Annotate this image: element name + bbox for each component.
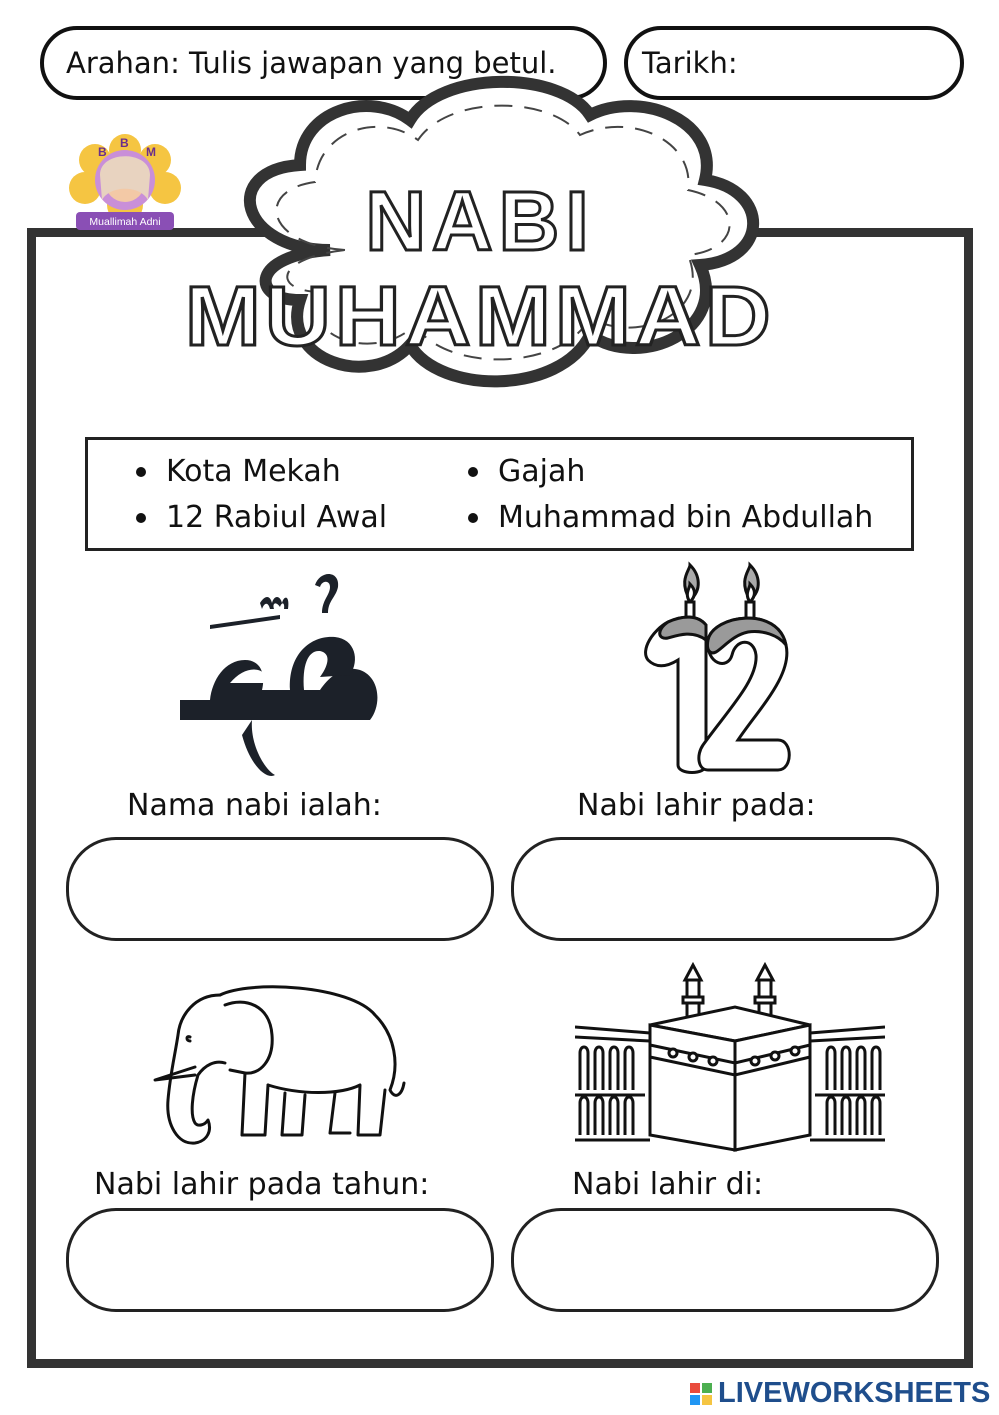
kaaba-icon bbox=[575, 945, 885, 1155]
question-3-label: Nabi lahir pada tahun: bbox=[94, 1167, 430, 1202]
title-line2: MUHAMMAD bbox=[185, 269, 775, 363]
logo-letter-1: B bbox=[98, 145, 107, 159]
question-4-label: Nabi lahir di: bbox=[572, 1167, 764, 1202]
bullet-icon bbox=[136, 467, 146, 477]
answer-1-input[interactable] bbox=[66, 837, 494, 941]
logo-caption: Muallimah Adni bbox=[89, 216, 161, 228]
liveworksheets-brand bbox=[690, 1377, 990, 1410]
word-bank bbox=[85, 437, 914, 551]
word-bank-item: 12 Rabiul Awal bbox=[136, 500, 387, 535]
elephant-icon bbox=[150, 975, 410, 1155]
answer-4-input[interactable] bbox=[511, 1208, 939, 1312]
question-1-label: Nama nabi ialah: bbox=[127, 788, 382, 823]
logo-letter-3: M bbox=[146, 145, 156, 159]
answer-2-input[interactable] bbox=[511, 837, 939, 941]
number-12-candles-icon bbox=[628, 560, 798, 780]
brand-logo-icon bbox=[690, 1383, 712, 1405]
logo-letter-2: B bbox=[120, 136, 129, 150]
title-line1: NABI bbox=[365, 174, 595, 268]
word-bank-item: Muhammad bin Abdullah bbox=[468, 500, 873, 535]
answer-3-input[interactable] bbox=[66, 1208, 494, 1312]
bullet-icon bbox=[468, 467, 478, 477]
muhammad-calligraphy-icon bbox=[170, 565, 390, 785]
muallimah-logo bbox=[69, 134, 181, 230]
word-bank-item: Kota Mekah bbox=[136, 454, 341, 489]
word-bank-item: Gajah bbox=[468, 454, 585, 489]
question-2-label: Nabi lahir pada: bbox=[577, 788, 816, 823]
brand-text: LIVEWORKSHEETS bbox=[718, 1377, 991, 1409]
bullet-icon bbox=[468, 513, 478, 523]
date-label: Tarikh: bbox=[642, 46, 738, 80]
instruction-text: Arahan: Tulis jawapan yang betul. bbox=[66, 46, 557, 80]
title-banner bbox=[0, 0, 999, 420]
bullet-icon bbox=[136, 513, 146, 523]
